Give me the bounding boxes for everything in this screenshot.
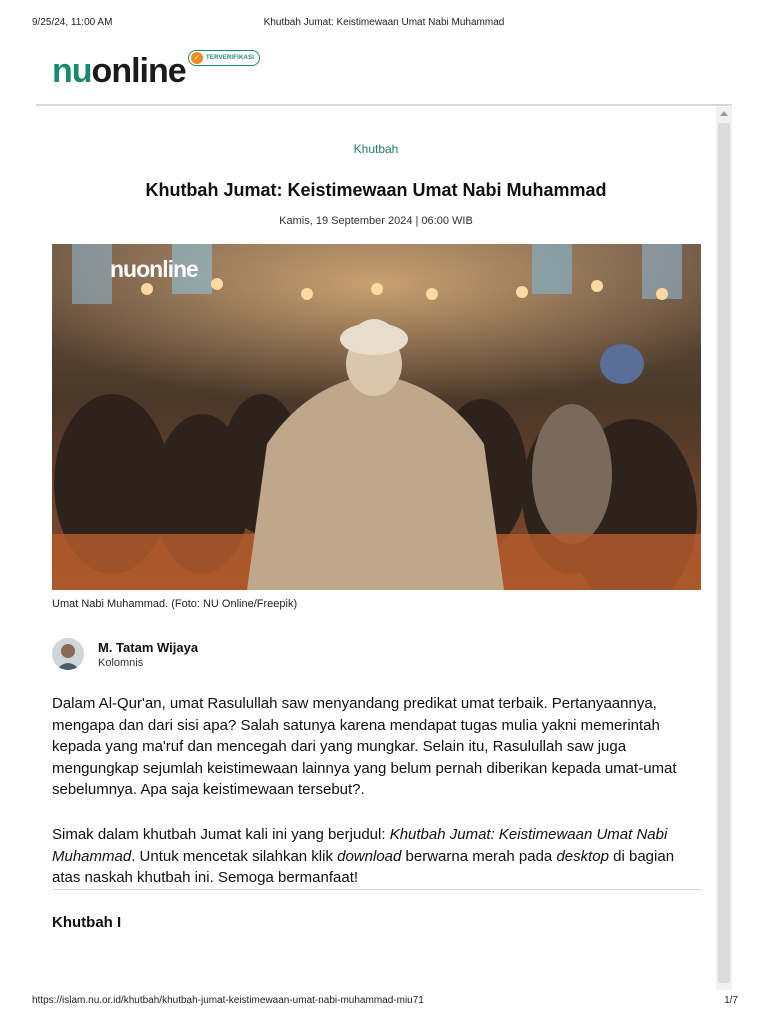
- verified-badge: [188, 50, 260, 66]
- article-dateline: Kamis, 19 September 2024 | 06:00 WIB: [279, 215, 473, 227]
- image-caption: Umat Nabi Muhammad. (Foto: NU Online/Freepik): [52, 598, 298, 610]
- scrollbar[interactable]: [716, 107, 732, 990]
- scroll-up-arrow-icon[interactable]: [720, 111, 728, 116]
- author-name[interactable]: M. Tatam Wijaya: [98, 640, 199, 655]
- nu-online-logo[interactable]: [52, 48, 272, 92]
- print-header: [0, 17, 768, 31]
- content-divider: [52, 889, 702, 890]
- article-title: Khutbah Jumat: Keistimewaan Umat Nabi Muhammad: [145, 180, 607, 200]
- print-url: https://islam.nu.or.id/khutbah/khutbah-jumat-keistimewaan-umat-nabi-muhammad-miu71: [32, 995, 424, 1006]
- checkmark-icon: ✓: [191, 52, 203, 64]
- author-avatar[interactable]: [52, 638, 84, 670]
- print-footer: [0, 995, 768, 1009]
- print-page-title: Khutbah Jumat: Keistimewaan Umat Nabi Muhammad: [263, 17, 505, 28]
- author-role: Kolomnis: [98, 657, 144, 669]
- image-watermark-logo: nuonline: [110, 256, 198, 282]
- page-indicator: 1/7: [724, 995, 738, 1006]
- article-category-link[interactable]: Khutbah: [353, 142, 399, 156]
- section-heading: Khutbah I: [52, 914, 122, 931]
- print-datetime: 9/25/24, 11:00 AM: [32, 17, 113, 28]
- article-hero-image: [52, 244, 701, 590]
- header-divider: [36, 104, 732, 106]
- scrollbar-thumb[interactable]: [718, 123, 730, 983]
- article-paragraph-1: Dalam Al-Qur'an, umat Rasulullah saw menyandang predikat umat terbaik. Pertanyaannya, mengapa dan dari sisi apa? Salah satunya karena mendapat tugas mulia yakni memerintah kepada yang ma'ruf dan mencegah dari yang mungkar. Selain itu, Rasulullah saw juga mengungkap sejumlah keistimewaan lainnya yang belum pernah diberikan kepada umat-umat sebelumnya. Apa saja keistimewaan tersebut?.: [52, 695, 677, 799]
- article-paragraph-2: Simak dalam khutbah Jumat kali ini yang berjudul: Khutbah Jumat: Keistimewaan Umat Nabi Muhammad. Untuk mencetak silahkan klik download berwarna merah pada desktop di bagian atas naskah khutbah ini. Semoga bermanfaat!: [52, 826, 675, 887]
- verified-badge-label: TERVERIFIKASI: [206, 55, 255, 61]
- author-block[interactable]: [52, 638, 352, 670]
- logo-wordmark: nuonline: [52, 52, 186, 90]
